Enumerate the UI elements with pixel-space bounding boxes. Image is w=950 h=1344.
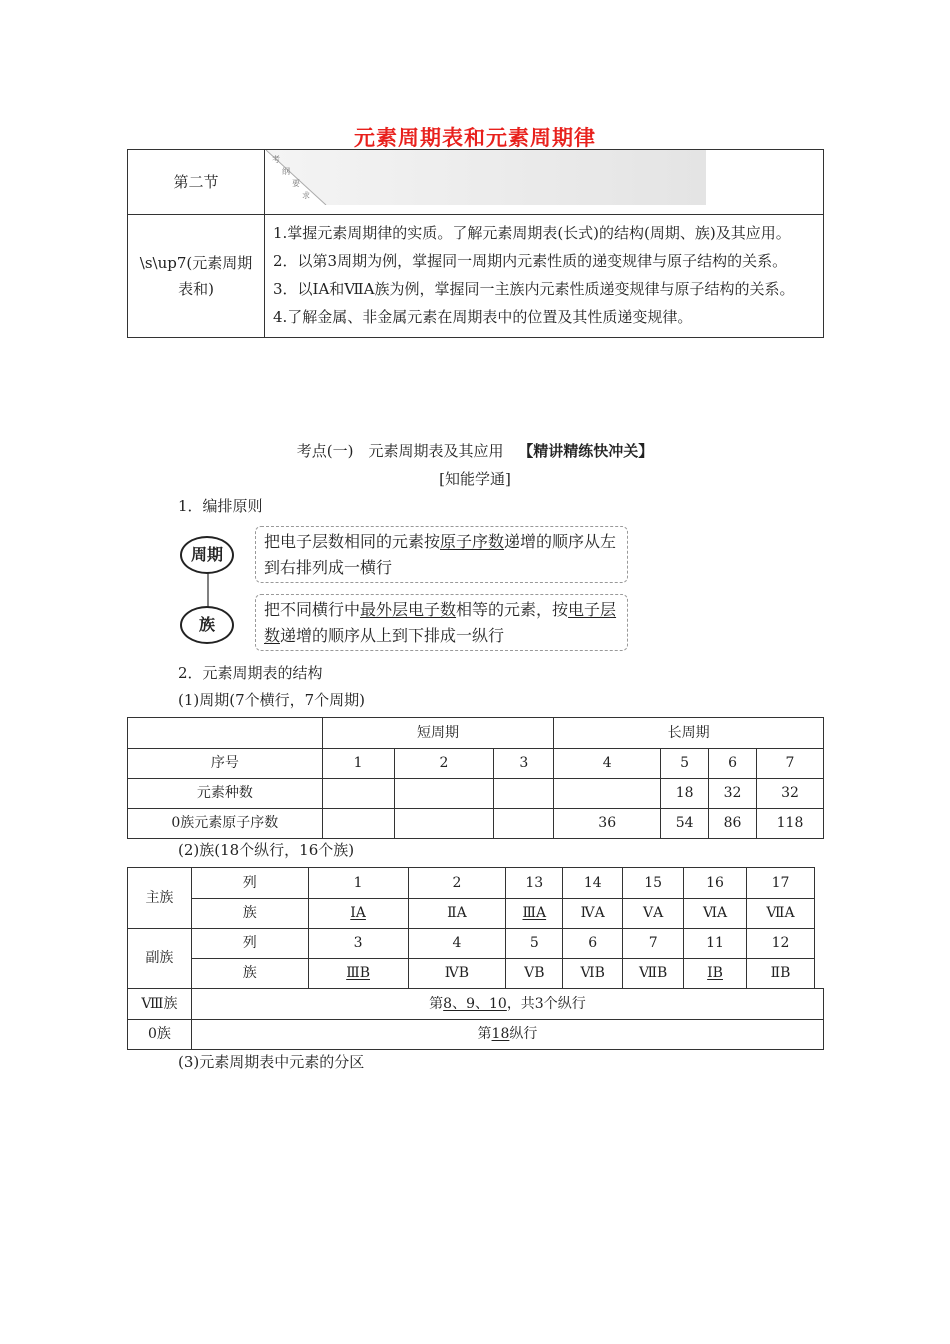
table-cell: 18 bbox=[661, 779, 709, 809]
zone-subheading: (3)元素周期表中元素的分区 bbox=[178, 1053, 365, 1071]
period-oval: 周期 bbox=[180, 536, 234, 574]
group-name: ⅢA bbox=[522, 905, 547, 922]
viii-group-label: Ⅷ族 bbox=[128, 989, 192, 1020]
table-cell: ⅥA bbox=[684, 899, 747, 929]
table-cell: ⅥB bbox=[563, 959, 623, 989]
table-cell: 15 bbox=[623, 868, 684, 899]
long-period-header: 长周期 bbox=[554, 718, 824, 749]
table-cell: 6 bbox=[709, 749, 757, 779]
table-cell: 118 bbox=[757, 809, 824, 839]
group-name: ⅢB bbox=[346, 965, 370, 982]
viii-text-a: 第 bbox=[429, 995, 444, 1012]
group-name: ⅠB bbox=[707, 965, 723, 982]
zero-underlined: 18 bbox=[491, 1026, 510, 1043]
group-table bbox=[127, 867, 815, 989]
group-rule-text-c: 递增的顺序从上到下排成一纵行 bbox=[280, 626, 505, 645]
group-rule-underlined-2: 电子层数 bbox=[264, 600, 617, 645]
table-cell: 5 bbox=[661, 749, 709, 779]
viii-text-b: ，共3个纵行 bbox=[506, 995, 586, 1012]
svg-text:考: 考 bbox=[272, 155, 280, 164]
table-cell: 32 bbox=[757, 779, 824, 809]
sub-group-label: 副族 bbox=[128, 929, 192, 989]
period-table bbox=[127, 717, 824, 839]
table-cell bbox=[308, 899, 408, 929]
viii-group-desc bbox=[191, 989, 823, 1020]
table-cell: ⅡA bbox=[408, 899, 506, 929]
document-title: 元素周期表和元素周期律 bbox=[354, 125, 596, 150]
table-cell: 16 bbox=[684, 868, 747, 899]
row-label: 列 bbox=[191, 929, 308, 959]
zero-group-desc bbox=[191, 1020, 823, 1050]
table-cell: 13 bbox=[506, 868, 563, 899]
table-cell: ⅤB bbox=[506, 959, 563, 989]
table-cell: 11 bbox=[684, 929, 747, 959]
table-cell: 36 bbox=[554, 809, 661, 839]
table-cell: 4 bbox=[408, 929, 506, 959]
table-cell: 32 bbox=[709, 779, 757, 809]
group-rule-underlined-1: 最外层电子数 bbox=[360, 600, 457, 619]
requirement-2: 2．以第3周期为例，掌握同一周期内元素性质的递变规律与原子结构的关系。 bbox=[273, 252, 788, 270]
main-group-label: 主族 bbox=[128, 868, 192, 929]
period-rule-underlined: 原子序数 bbox=[440, 532, 505, 551]
table-cell: ⅣA bbox=[563, 899, 623, 929]
row-label: 列 bbox=[191, 868, 308, 899]
kaodian-tag: 【精讲精练快冲关】 bbox=[518, 442, 654, 460]
requirements-banner bbox=[266, 150, 706, 205]
table-cell: 17 bbox=[747, 868, 815, 899]
row-label: 族 bbox=[191, 899, 308, 929]
kaodian-sub: [知能学通] bbox=[439, 470, 511, 488]
table-cell: 12 bbox=[747, 929, 815, 959]
table-cell: 1 bbox=[308, 868, 408, 899]
svg-text:要: 要 bbox=[292, 179, 300, 188]
svg-text:求: 求 bbox=[302, 191, 310, 200]
table-cell: 7 bbox=[623, 929, 684, 959]
group-subheading: (2)族(18个纵行，16个族) bbox=[178, 841, 355, 859]
table-cell bbox=[322, 809, 394, 839]
table-cell: 6 bbox=[563, 929, 623, 959]
table-cell bbox=[506, 899, 563, 929]
group-name: ⅠA bbox=[350, 905, 366, 922]
requirement-4: 4.了解金属、非金属元素在周期表中的位置及其性质递变规律。 bbox=[273, 308, 693, 326]
table-cell bbox=[322, 779, 394, 809]
group-rule-box bbox=[255, 594, 628, 651]
requirement-3: 3．以ⅠA和ⅦA族为例，掌握同一主族内元素性质递变规律与原子结构的关系。 bbox=[273, 280, 795, 298]
table-cell bbox=[494, 779, 554, 809]
requirements-table bbox=[127, 149, 824, 338]
group-oval: 族 bbox=[180, 606, 234, 644]
table-cell: 5 bbox=[506, 929, 563, 959]
table-cell: 3 bbox=[494, 749, 554, 779]
table-cell: 1 bbox=[322, 749, 394, 779]
table-cell: 2 bbox=[394, 749, 494, 779]
viii-zero-table bbox=[127, 988, 824, 1050]
table-cell bbox=[308, 959, 408, 989]
svg-text:纲: 纲 bbox=[282, 167, 290, 176]
requirement-1: 1.掌握元素周期律的实质。了解元素周期表(长式)的结构(周期、族)及其应用。 bbox=[273, 224, 791, 242]
period-subheading: (1)周期(7个横行，7个周期) bbox=[178, 691, 366, 709]
group-rule-text-a: 把不同横行中 bbox=[264, 600, 361, 619]
table-cell: ⅡB bbox=[747, 959, 815, 989]
table-cell: 54 bbox=[661, 809, 709, 839]
section-2-heading: 2．元素周期表的结构 bbox=[178, 664, 323, 682]
group-rule-text-b: 相等的元素，按 bbox=[456, 600, 569, 619]
table-cell: 86 bbox=[709, 809, 757, 839]
table-cell bbox=[684, 959, 747, 989]
table-cell: 14 bbox=[563, 868, 623, 899]
short-period-header: 短周期 bbox=[322, 718, 554, 749]
table-cell: 4 bbox=[554, 749, 661, 779]
table-cell: ⅦA bbox=[747, 899, 815, 929]
period-table-corner bbox=[128, 718, 323, 749]
kaodian-heading bbox=[0, 440, 950, 461]
section-cell: 第二节 bbox=[128, 150, 265, 215]
period-rule-text-a: 把电子层数相同的元素按 bbox=[264, 532, 441, 551]
table-cell: 2 bbox=[408, 868, 506, 899]
zero-text-a: 第 bbox=[477, 1026, 492, 1043]
zero-text-b: 纵行 bbox=[509, 1026, 538, 1043]
table-cell bbox=[554, 779, 661, 809]
period-rule-text-b: 递增的顺序从左到右排列成一横行 bbox=[264, 532, 617, 577]
table-cell: 3 bbox=[308, 929, 408, 959]
requirements-list bbox=[265, 215, 824, 338]
row-label: 族 bbox=[191, 959, 308, 989]
zero-group-label: 0族 bbox=[128, 1020, 192, 1050]
table-cell bbox=[494, 809, 554, 839]
kaodian-label: 考点(一) 元素周期表及其应用 bbox=[296, 442, 504, 460]
table-cell: ⅤA bbox=[623, 899, 684, 929]
table-cell: ⅣB bbox=[408, 959, 506, 989]
banner-cell bbox=[265, 150, 824, 215]
table-cell bbox=[394, 779, 494, 809]
viii-underlined: 8、9、10 bbox=[443, 995, 507, 1012]
row-label: 0族元素原子序数 bbox=[128, 809, 323, 839]
row-label: 序号 bbox=[128, 749, 323, 779]
period-rule-box bbox=[255, 526, 628, 583]
left-label-cell: \s\up7(元素周期表和) bbox=[128, 215, 265, 338]
table-cell: ⅦB bbox=[623, 959, 684, 989]
table-cell bbox=[394, 809, 494, 839]
row-label: 元素种数 bbox=[128, 779, 323, 809]
section-1-heading: 1．编排原则 bbox=[178, 497, 263, 515]
table-cell: 7 bbox=[757, 749, 824, 779]
